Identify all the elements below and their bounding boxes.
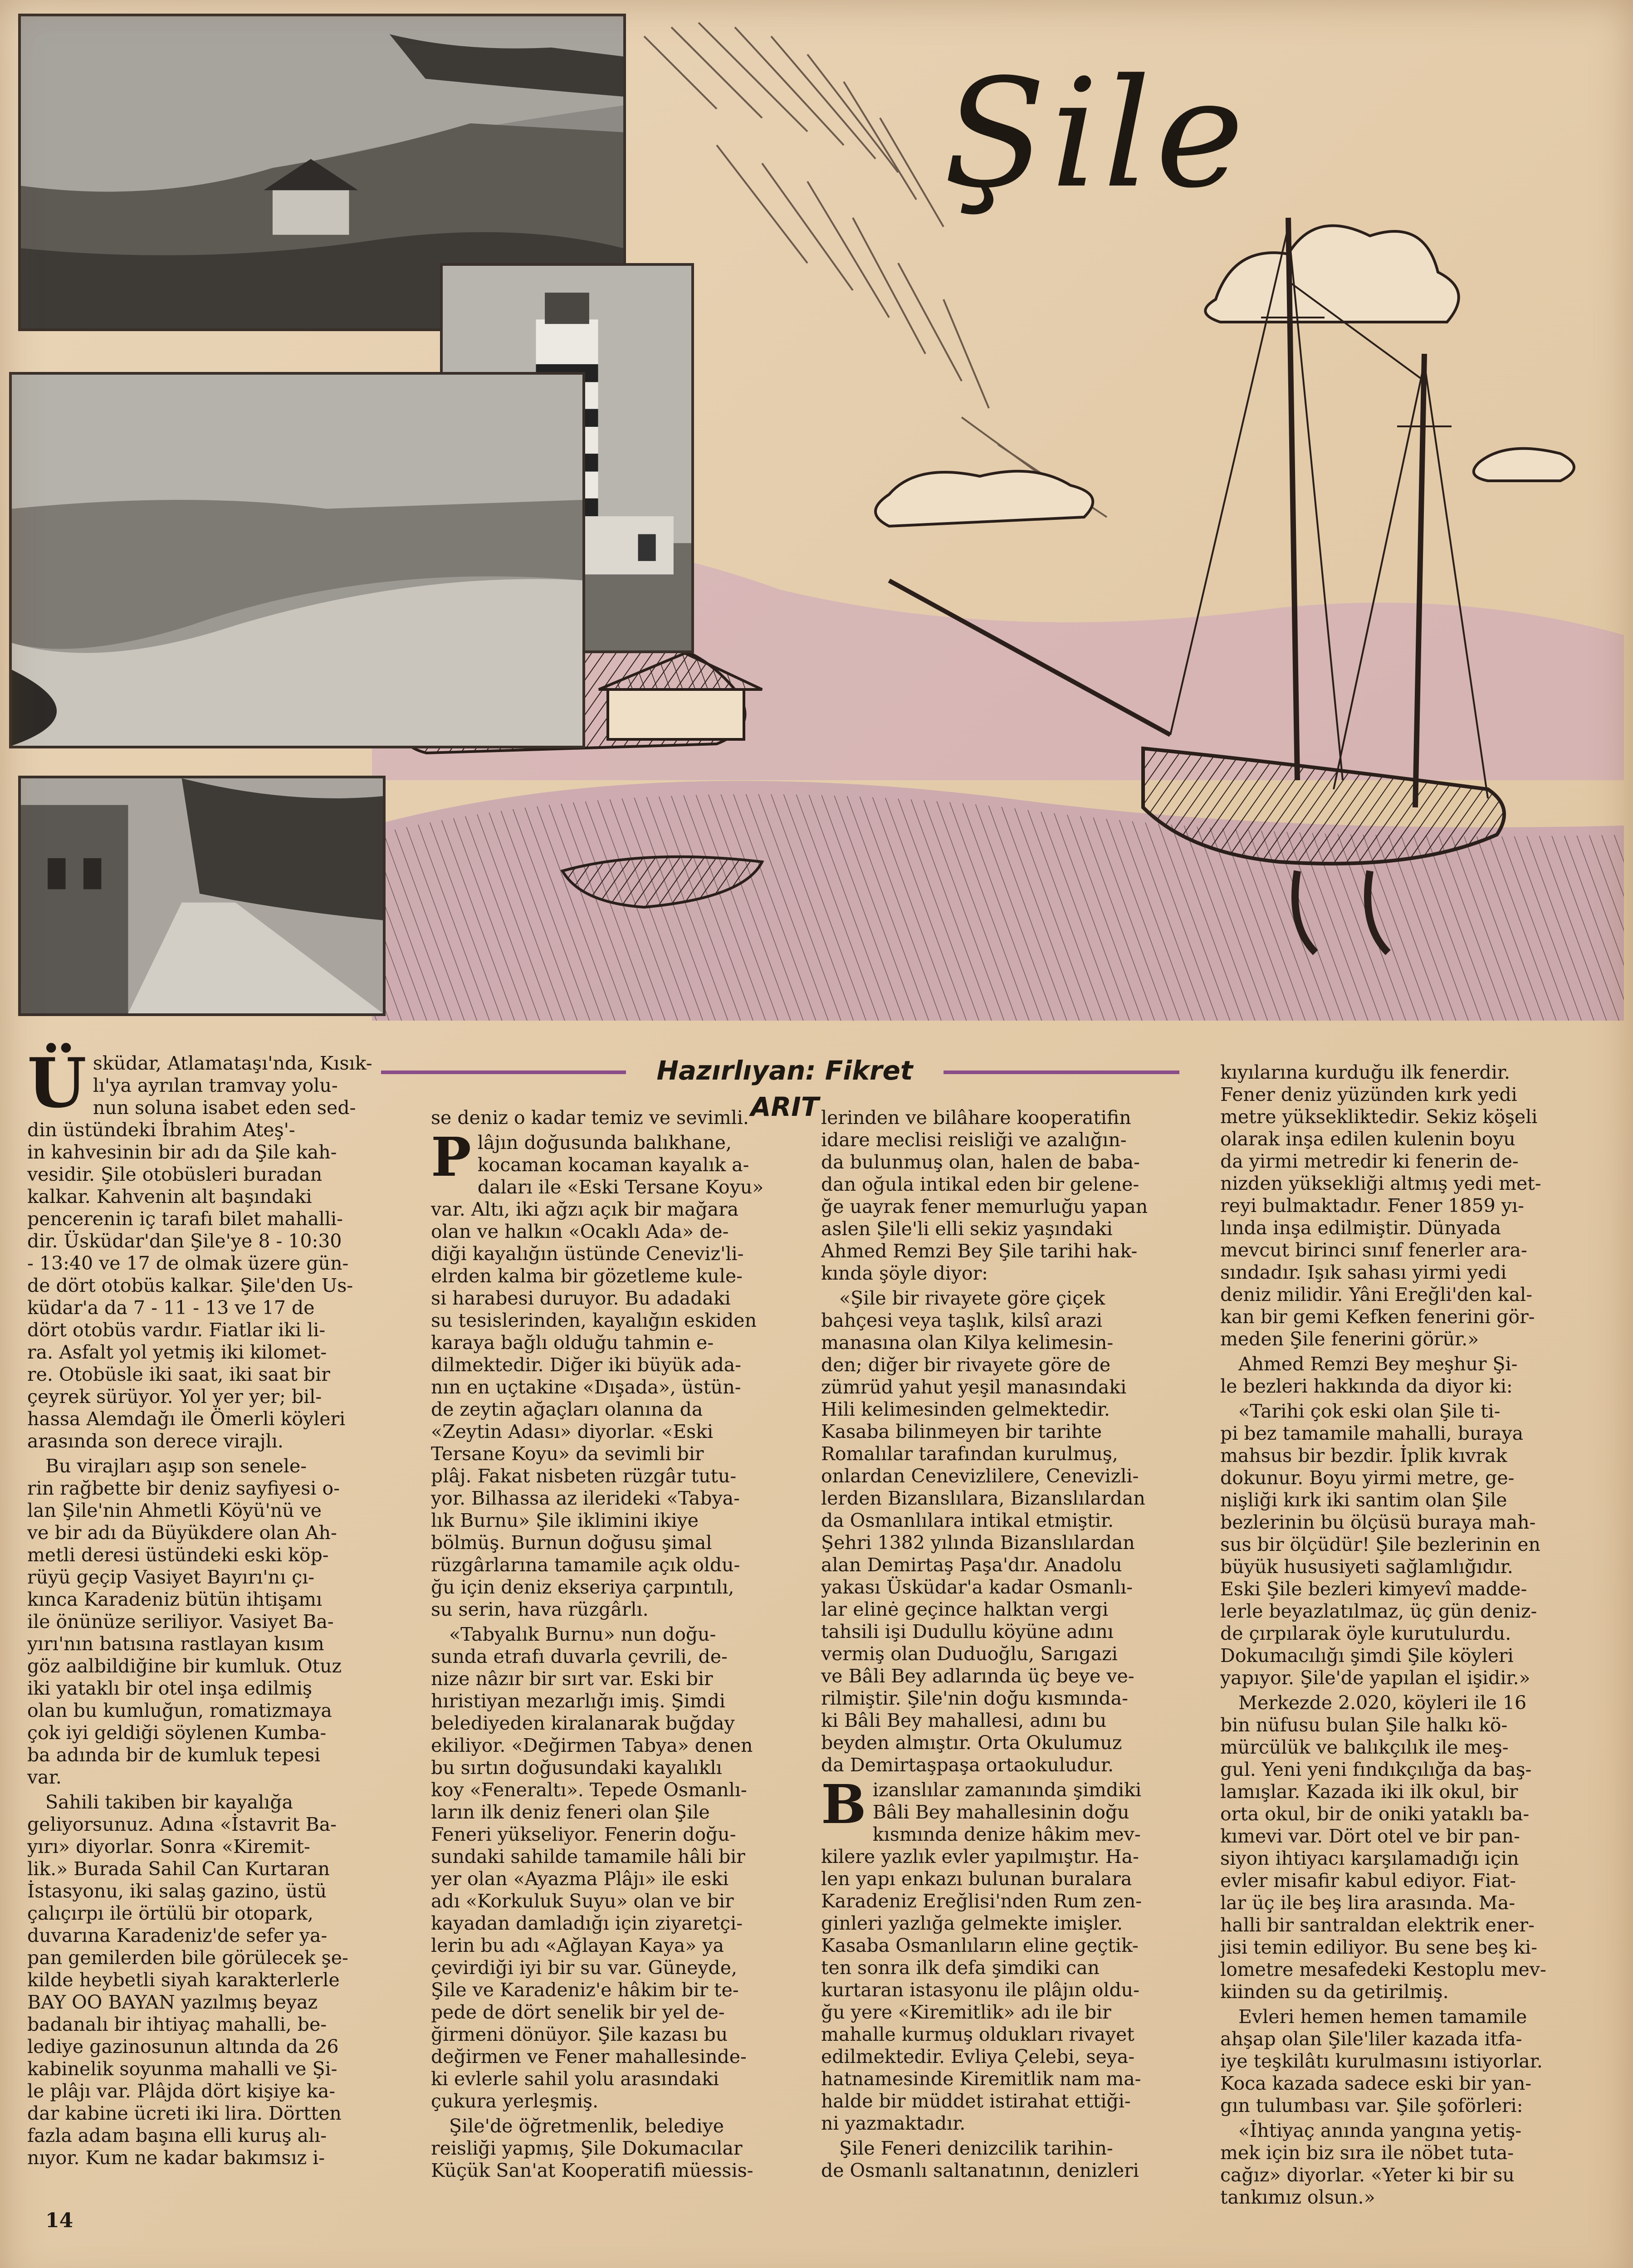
col2-paragraph-2: «Tabyalık Burnu» nun doğu- sunda etrafı duvarla çevrili, de- nize nâzır bir sırt var. Eski bir hıristiyan mezarlığı imiş. Şimdi belediyeden kiralanarak buğday ekiliyor. «Değirmen Tabya» denen bu sırtın doğusundaki kayalıklı koy «Feneraltı». Tepede Osmanlı- ların ilk deniz feneri olan Şile Feneri yükseliyor. Fenerin doğu- sundaki sahilde tamamile hâli bir yer olan «Ayazma Plâjı» ile eski adı «Korkuluk Suyu» olan ve bir kayadan damladığı için ziyaretçi- lerin bu adı «Ağlayan Kaya» ya çevirdiği iyi bir su var. Güneyde, Şile ve Karadeniz'e hâkim bir te- pede de dört senelik bir yel de- ğirmeni dönüyor. Şile kazası bu değirmen ve Fener mahallesinde- ki evlerle sahil yolu arasındaki çukura yerleşmiş. [431, 1623, 753, 2112]
col3-paragraph-1: lerinden ve bilâhare kooperatifin idare meclisi reisliği ve azalığın- da bulunmuş olan, halen de baba- dan oğula intikal eden bir gelene- ğe uayrak fener memurluğu yapan aslen Şile'li elli sekiz yaşındaki Ahmed Remzi Bey Şile tarihi hak- kında şöyle diyor: [821, 1107, 1148, 1284]
dropcap-u: Ü [27, 1043, 87, 1123]
page-number: 14 [45, 2209, 73, 2232]
col3-paragraph-4: Şile Feneri denizcilik tarihin- de Osmanlı saltanatının, denizleri [821, 2137, 1139, 2181]
beach-bay-photo [9, 372, 585, 748]
byline-text: Hazırlıyan: Fikret ARIT [656, 1055, 913, 1122]
col2-paragraph-1: Plâjın doğusunda balıkhane, kocaman kocaman kayalık a- daları ile «Eski Tersane Koyu» var. Altı, iki ağzı açık bir mağara olan ve halkın «Ocaklı Ada» de- diği kayalığın üstünde Ceneviz'li- elrden kalma bir gözetleme kule- si harabesi duruyor. Bu adadaki su tesislerinden, kayalığın eskiden karaya bağlı olduğu tahmin e- dilmektedir. Diğer iki büyük ada- nın en uçtakine «Dışada», üstün- de zeytin ağaçları olanına da «Zeytin Adası» diyorlar. «Eski Tersane Koyu» da sevimli bir plâj. Fakat nisbeten rüzgâr tutu- yor. Bilhassa az ilerideki «Tabya- lık Burnu» Şile iklimini ikiye bölmüş. Burnun doğusu şimal rüzgârlarına tamamile açık oldu- ğu için deniz ekseriya çarpıntılı, su serin, hava rüzgârlı. [431, 1125, 764, 1620]
col3-paragraph-3: Bizanslılar zamanında şimdiki Bâli Bey mahallesinin doğu kısmında denize hâkim mev- kilere yazlık evler yapılmıştır. Ha- len yapı enkazı bulunan buralara Karadeniz Ereğlisi'nden Rum zen- ginleri yazlığa gelmekte imişler. Kasaba Osmanlıların eline geçtik- ten sonra ilk defa şimdiki can kurtaran istasyonu ile plâjın oldu- ğu yere «Kiremitlik» adı ile bir mahalle kurmuş oldukları rivayet edilmektedir. Evliya Çelebi, seya- hatnamesinde Kiremitlik nam ma- halde bir müddet istirahat ettiği- ni yazmaktadır. [821, 1773, 1142, 2134]
dropcap-p: P [431, 1125, 471, 1188]
dropcap-b: B [821, 1773, 866, 1836]
col2-paragraph-3: Şile'de öğretmenlik, belediye reisliği yapmış, Şile Dokumacılar Küçük San'at Kooperatifi müessis- [431, 2115, 753, 2181]
col4-paragraph-1: kıyılarına kurduğu ilk fenerdir. Fener deniz yüzünden kırk yedi metre yüksekliktedir. Sekiz köşeli olarak inşa edilen kulenin boyu da yirmi metredir ki fenerin de- nizden yüksekliği altmış yedi met- reyi bulmaktadır. Fener 1859 yı- lında inşa edilmiştir. Dünyada mevcut birinci sınıf fenerler ara- sındadır. Işık sahası yirmi yedi deniz milidir. Yâni Ereğli'den kal- kan bir gemi Kefken fenerini gör- meden Şile fenerini görür.» [1220, 1061, 1541, 1350]
col4-paragraph-6: «İhtiyaç anında yangına yetiş- mek için biz sıra ile nöbet tuta- cağız» diyorlar. «Yeter ki bir su tankımız olsun.» [1220, 2120, 1522, 2208]
column-2 [431, 1107, 798, 2185]
village-street-photo [18, 776, 386, 1016]
column-3 [821, 1107, 1188, 2185]
column-1 [27, 1043, 395, 2172]
col2-paragraph-0: se deniz o kadar temiz ve sevimli. [431, 1107, 749, 1129]
col4-paragraph-2: Ahmed Remzi Bey meşhur Şi- le bezleri hakkında da diyor ki: [1220, 1353, 1518, 1397]
col1-paragraph-1: Üsküdar, Atlamataşı'nda, Kısık- lı'ya ayrılan tramvay yolu- nun soluna isabet eden sed- din üstündeki İbrahim Ateş'- in kahvesinin bir adı da Şile kah- vesidir. Şile otobüsleri buradan kalkar. Kahvenin alt başındaki pencerenin iç tarafı bilet mahalli- dir. Üsküdar'dan Şile'ye 8 - 10:30 - 13:40 ve 17 de olmak üzere gün- de dört otobüs kalkar. Şile'den Us- küdar'a da 7 - 11 - 13 ve 17 de dört otobüs vardır. Fiatlar iki li- ra. Asfalt yol yetmiş iki kilomet- re. Otobüsle iki saat, iki saat bir çeyrek sürüyor. Yol yer yer; bil- hassa Alemdağı ile Ömerli köyleri arasında son derece virajlı. [27, 1043, 372, 1452]
byline-rule-right [944, 1070, 1179, 1074]
col3-paragraph-2: «Şile bir rivayete göre çiçek bahçesi veya taşlık, kilsî arazi manasına olan Kilya kelimesin- den; diğer bir rivayete göre de zümrüd yahut yeşil manasındaki Hili kelimesinden gelmektedir. Kasaba bilinmeyen bir tarihte Romalılar tarafından kurulmuş, onlardan Cenevizlilere, Cenevizli- lerden Bizanslılara, Bizanslılardan da Osmanlılara intikal etmiştir. Şehri 1382 yılında Bizanslılardan alan Demirtaş Paşa'dır. Anadolu yakası Üsküdar'a kadar Osmanlı- lar elinė geçince halktan vergi tahsili işi Dudullu köyüne adını vermiş olan Duduoğlu, Sarıgazi ve Bâli Bey adlarında üç beye ve- rilmiştir. Şile'nin doğu kısmında- ki Bâli Bey mahallesi, adını bu beyden almıştır. Orta Okulumuz da Demirtaşpaşa ortaokuludur. [821, 1287, 1145, 1776]
col1-paragraph-3: Sahili takiben bir kayalığa geliyorsunuz. Adına «İstavrit Ba- yırı» diyorlar. Sonra «Kiremit- lik.» Burada Sahil Can Kurtaran İstasyonu, iki salaş gazino, üstü çalıçırpı ile örtülü bir otopark, duvarına Karadeniz'de sefer ya- pan gemilerden bile görülecek şe- kilde heybetli siyah karakterlerle BAY OO BAYAN yazılmış beyaz badanalı bir ihtiyaç mahalli, be- lediye gazinosunun altında da 26 kabinelik soyunma mahalli ve Şi- le plâjı var. Plâjda dört kişiye ka- dar kabine ücreti iki lira. Dörtten fazla adam başına elli kuruş alı- nıyor. Kum ne kadar bakımsız i- [27, 1791, 348, 2169]
col1-paragraph-2: Bu virajları aşıp son senele- rin rağbette bir deniz sayfiyesi o- lan Şile'nin Ahmetli Köyü'nü ve ve bir adı da Büyükdere olan Ah- metli deresi üstündeki eski köp- rüyü geçip Vasiyet Bayırı'nı çı- kınca Karadeniz bütün ihtişamı ile önünüze seriliyor. Vasiyet Ba- yırı'nın batısına rastlayan kısım göz aalbildiğine bir kumluk. Otuz iki yataklı bir otel inşa edilmiş olan bu kumluğun, romatizmaya çok iyi geldiği söylenen Kumba- ba adında bir de kumluk tepesi var. [27, 1455, 342, 1788]
column-4 [1220, 1061, 1588, 2211]
col4-paragraph-4: Merkezde 2.020, köyleri ile 16 bin nüfusu bulan Şile halkı kö- mürcülük ve balıkçılık ile meş- gul. Yeni yeni fındıkçılığa da baş- lamışlar. Kazada iki ilk okul, bir orta okul, bir de oniki yataklı ba- kımevi var. Dört otel ve bir pan- siyon ihtiyacı karşılamadığı için evler misafir kabul ediyor. Fiat- lar üç ile beş lira arasında. Ma- halli bir santraldan elektrik ener- jisi temin ediliyor. Bu sene beş ki- lometre mesafedeki Kestoplu mev- kiinden su da getirilmiş. [1220, 1692, 1546, 2003]
byline-rule-left [381, 1070, 626, 1074]
page-title: Şile [944, 47, 1249, 221]
col4-paragraph-5: Evleri hemen hemen tamamile ahşap olan Şile'liler kazada itfa- iye teşkilâtı kurulmasını istiyorlar. Koca kazada sadece eski bir yan- gın tulumbası var. Şile şoförleri: [1220, 2006, 1543, 2116]
col4-paragraph-3: «Tarihi çok eski olan Şile ti- pi bez tamamile mahalli, buraya mahsus bir bezdir. İplik kıvrak dokunur. Boyu yirmi metre, ge- nişliği kırk iki santim olan Şile bezlerinin bu ölçüsü buraya mah- sus bir ölçüdür! Şile bezlerinin en büyük hususiyeti sağlamlığıdır. Eski Şile bezleri kimyevî madde- lerle beyazlatılmaz, üç gün deniz- de çırpılarak öyle kurutulurdu. Dokumacılığı şimdi Şile köyleri yapıyor. Şile'de yapılan el işidir.» [1220, 1400, 1540, 1689]
